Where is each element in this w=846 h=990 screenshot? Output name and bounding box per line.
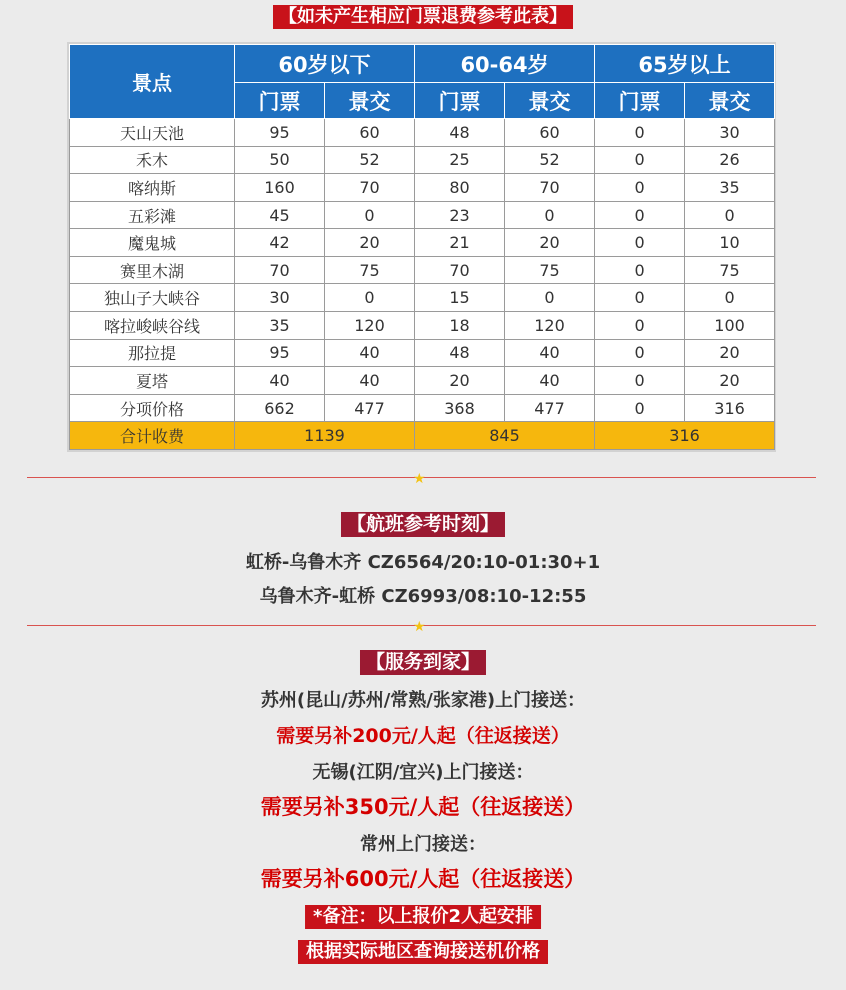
price-cell: 70 — [415, 256, 505, 284]
price-cell: 70 — [325, 174, 415, 202]
price-cell: 21 — [415, 229, 505, 257]
header-transport: 景交 — [685, 83, 775, 119]
header-transport: 景交 — [505, 83, 595, 119]
price-cell: 60 — [325, 119, 415, 147]
service-region-changzhou: 常州上门接送： — [360, 834, 486, 855]
price-cell: 0 — [685, 284, 775, 312]
price-cell: 50 — [235, 146, 325, 174]
service-section-title: 【服务到家】 — [360, 650, 486, 675]
price-cell: 20 — [505, 229, 595, 257]
price-cell: 40 — [505, 367, 595, 395]
header-ticket: 门票 — [595, 83, 685, 119]
price-cell: 30 — [235, 284, 325, 312]
table-row — [70, 229, 775, 257]
table-row — [70, 146, 775, 174]
scenic-spot-name: 分项价格 — [70, 394, 235, 422]
scenic-spot-name: 喀拉峻峡谷线 — [70, 312, 235, 340]
price-cell: 662 — [235, 394, 325, 422]
service-price-changzhou: 需要另补600元/人起（往返接送） — [260, 867, 586, 891]
scenic-spot-name: 喀纳斯 — [70, 174, 235, 202]
header-age-60-64: 60-64岁 — [415, 45, 595, 83]
header-age-under-60: 60岁以下 — [235, 45, 415, 83]
price-cell: 100 — [685, 312, 775, 340]
price-cell: 80 — [415, 174, 505, 202]
price-cell: 20 — [415, 367, 505, 395]
price-cell: 0 — [505, 284, 595, 312]
price-cell: 0 — [595, 174, 685, 202]
price-cell: 75 — [685, 256, 775, 284]
price-cell: 0 — [595, 229, 685, 257]
flight-section-title: 【航班参考时刻】 — [341, 512, 505, 537]
scenic-spot-name: 魔鬼城 — [70, 229, 235, 257]
price-cell: 0 — [685, 201, 775, 229]
table-row — [70, 339, 775, 367]
flight-line-return: 乌鲁木齐-虹桥 CZ6993/08:10-12:55 — [259, 586, 587, 607]
price-cell: 0 — [595, 119, 685, 147]
refund-price-table — [69, 44, 775, 450]
divider-star-icon: ★ — [413, 471, 426, 487]
service-region-wuxi: 无锡(江阴/宜兴)上门接送： — [312, 762, 534, 783]
header-ticket: 门票 — [235, 83, 325, 119]
header-age-over-65: 65岁以上 — [595, 45, 775, 83]
total-value: 845 — [415, 422, 595, 450]
price-cell: 0 — [595, 284, 685, 312]
table-row — [70, 312, 775, 340]
price-cell: 75 — [505, 256, 595, 284]
refund-price-table-container — [67, 42, 776, 452]
price-cell: 0 — [595, 201, 685, 229]
flight-line-outbound: 虹桥-乌鲁木齐 CZ6564/20:10-01:30+1 — [245, 552, 601, 573]
price-cell: 10 — [685, 229, 775, 257]
total-value: 316 — [595, 422, 775, 450]
price-cell: 95 — [235, 339, 325, 367]
price-cell: 0 — [595, 256, 685, 284]
table-row — [70, 367, 775, 395]
price-cell: 40 — [325, 339, 415, 367]
price-cell: 42 — [235, 229, 325, 257]
price-cell: 20 — [325, 229, 415, 257]
table-row — [70, 119, 775, 147]
price-cell: 20 — [685, 339, 775, 367]
price-cell: 0 — [505, 201, 595, 229]
service-price-wuxi: 需要另补350元/人起（往返接送） — [260, 795, 586, 819]
price-cell: 0 — [325, 201, 415, 229]
price-cell: 35 — [685, 174, 775, 202]
price-cell: 70 — [505, 174, 595, 202]
price-cell: 48 — [415, 119, 505, 147]
price-cell: 75 — [325, 256, 415, 284]
price-cell: 120 — [325, 312, 415, 340]
service-note: *备注：以上报价2人起安排 — [305, 905, 541, 929]
price-cell: 25 — [415, 146, 505, 174]
price-cell: 0 — [595, 394, 685, 422]
scenic-spot-name: 天山天池 — [70, 119, 235, 147]
scenic-spot-name: 独山子大峡谷 — [70, 284, 235, 312]
total-row — [70, 422, 775, 450]
header-scenic-spot: 景点 — [70, 45, 235, 119]
price-cell: 35 — [235, 312, 325, 340]
price-cell: 0 — [595, 367, 685, 395]
price-cell: 95 — [235, 119, 325, 147]
total-label: 合计收费 — [70, 422, 235, 450]
price-cell: 45 — [235, 201, 325, 229]
total-value: 1139 — [235, 422, 415, 450]
price-cell: 70 — [235, 256, 325, 284]
table-row — [70, 256, 775, 284]
price-cell: 0 — [595, 312, 685, 340]
price-cell: 52 — [325, 146, 415, 174]
table-row — [70, 284, 775, 312]
price-cell: 52 — [505, 146, 595, 174]
scenic-spot-name: 五彩滩 — [70, 201, 235, 229]
price-cell: 26 — [685, 146, 775, 174]
header-ticket: 门票 — [415, 83, 505, 119]
price-cell: 23 — [415, 201, 505, 229]
header-transport: 景交 — [325, 83, 415, 119]
scenic-spot-name: 赛里木湖 — [70, 256, 235, 284]
price-cell: 0 — [595, 339, 685, 367]
scenic-spot-name: 那拉提 — [70, 339, 235, 367]
price-cell: 60 — [505, 119, 595, 147]
price-cell: 40 — [505, 339, 595, 367]
price-cell: 40 — [235, 367, 325, 395]
table-body — [70, 119, 775, 450]
divider-star-icon: ★ — [413, 619, 426, 635]
service-note-2: 根据实际地区查询接送机价格 — [298, 940, 548, 964]
scenic-spot-name: 禾木 — [70, 146, 235, 174]
price-cell: 40 — [325, 367, 415, 395]
price-cell: 120 — [505, 312, 595, 340]
refund-table-title: 【如未产生相应门票退费参考此表】 — [273, 5, 573, 29]
price-cell: 48 — [415, 339, 505, 367]
price-cell: 477 — [505, 394, 595, 422]
price-cell: 18 — [415, 312, 505, 340]
price-cell: 0 — [325, 284, 415, 312]
price-cell: 15 — [415, 284, 505, 312]
table-row — [70, 201, 775, 229]
price-cell: 477 — [325, 394, 415, 422]
scenic-spot-name: 夏塔 — [70, 367, 235, 395]
service-region-suzhou: 苏州(昆山/苏州/常熟/张家港)上门接送： — [260, 690, 586, 711]
price-cell: 20 — [685, 367, 775, 395]
price-cell: 368 — [415, 394, 505, 422]
price-cell: 316 — [685, 394, 775, 422]
table-row — [70, 174, 775, 202]
price-cell: 160 — [235, 174, 325, 202]
service-price-suzhou: 需要另补200元/人起（往返接送） — [276, 725, 570, 747]
price-cell: 30 — [685, 119, 775, 147]
table-row — [70, 394, 775, 422]
price-cell: 0 — [595, 146, 685, 174]
